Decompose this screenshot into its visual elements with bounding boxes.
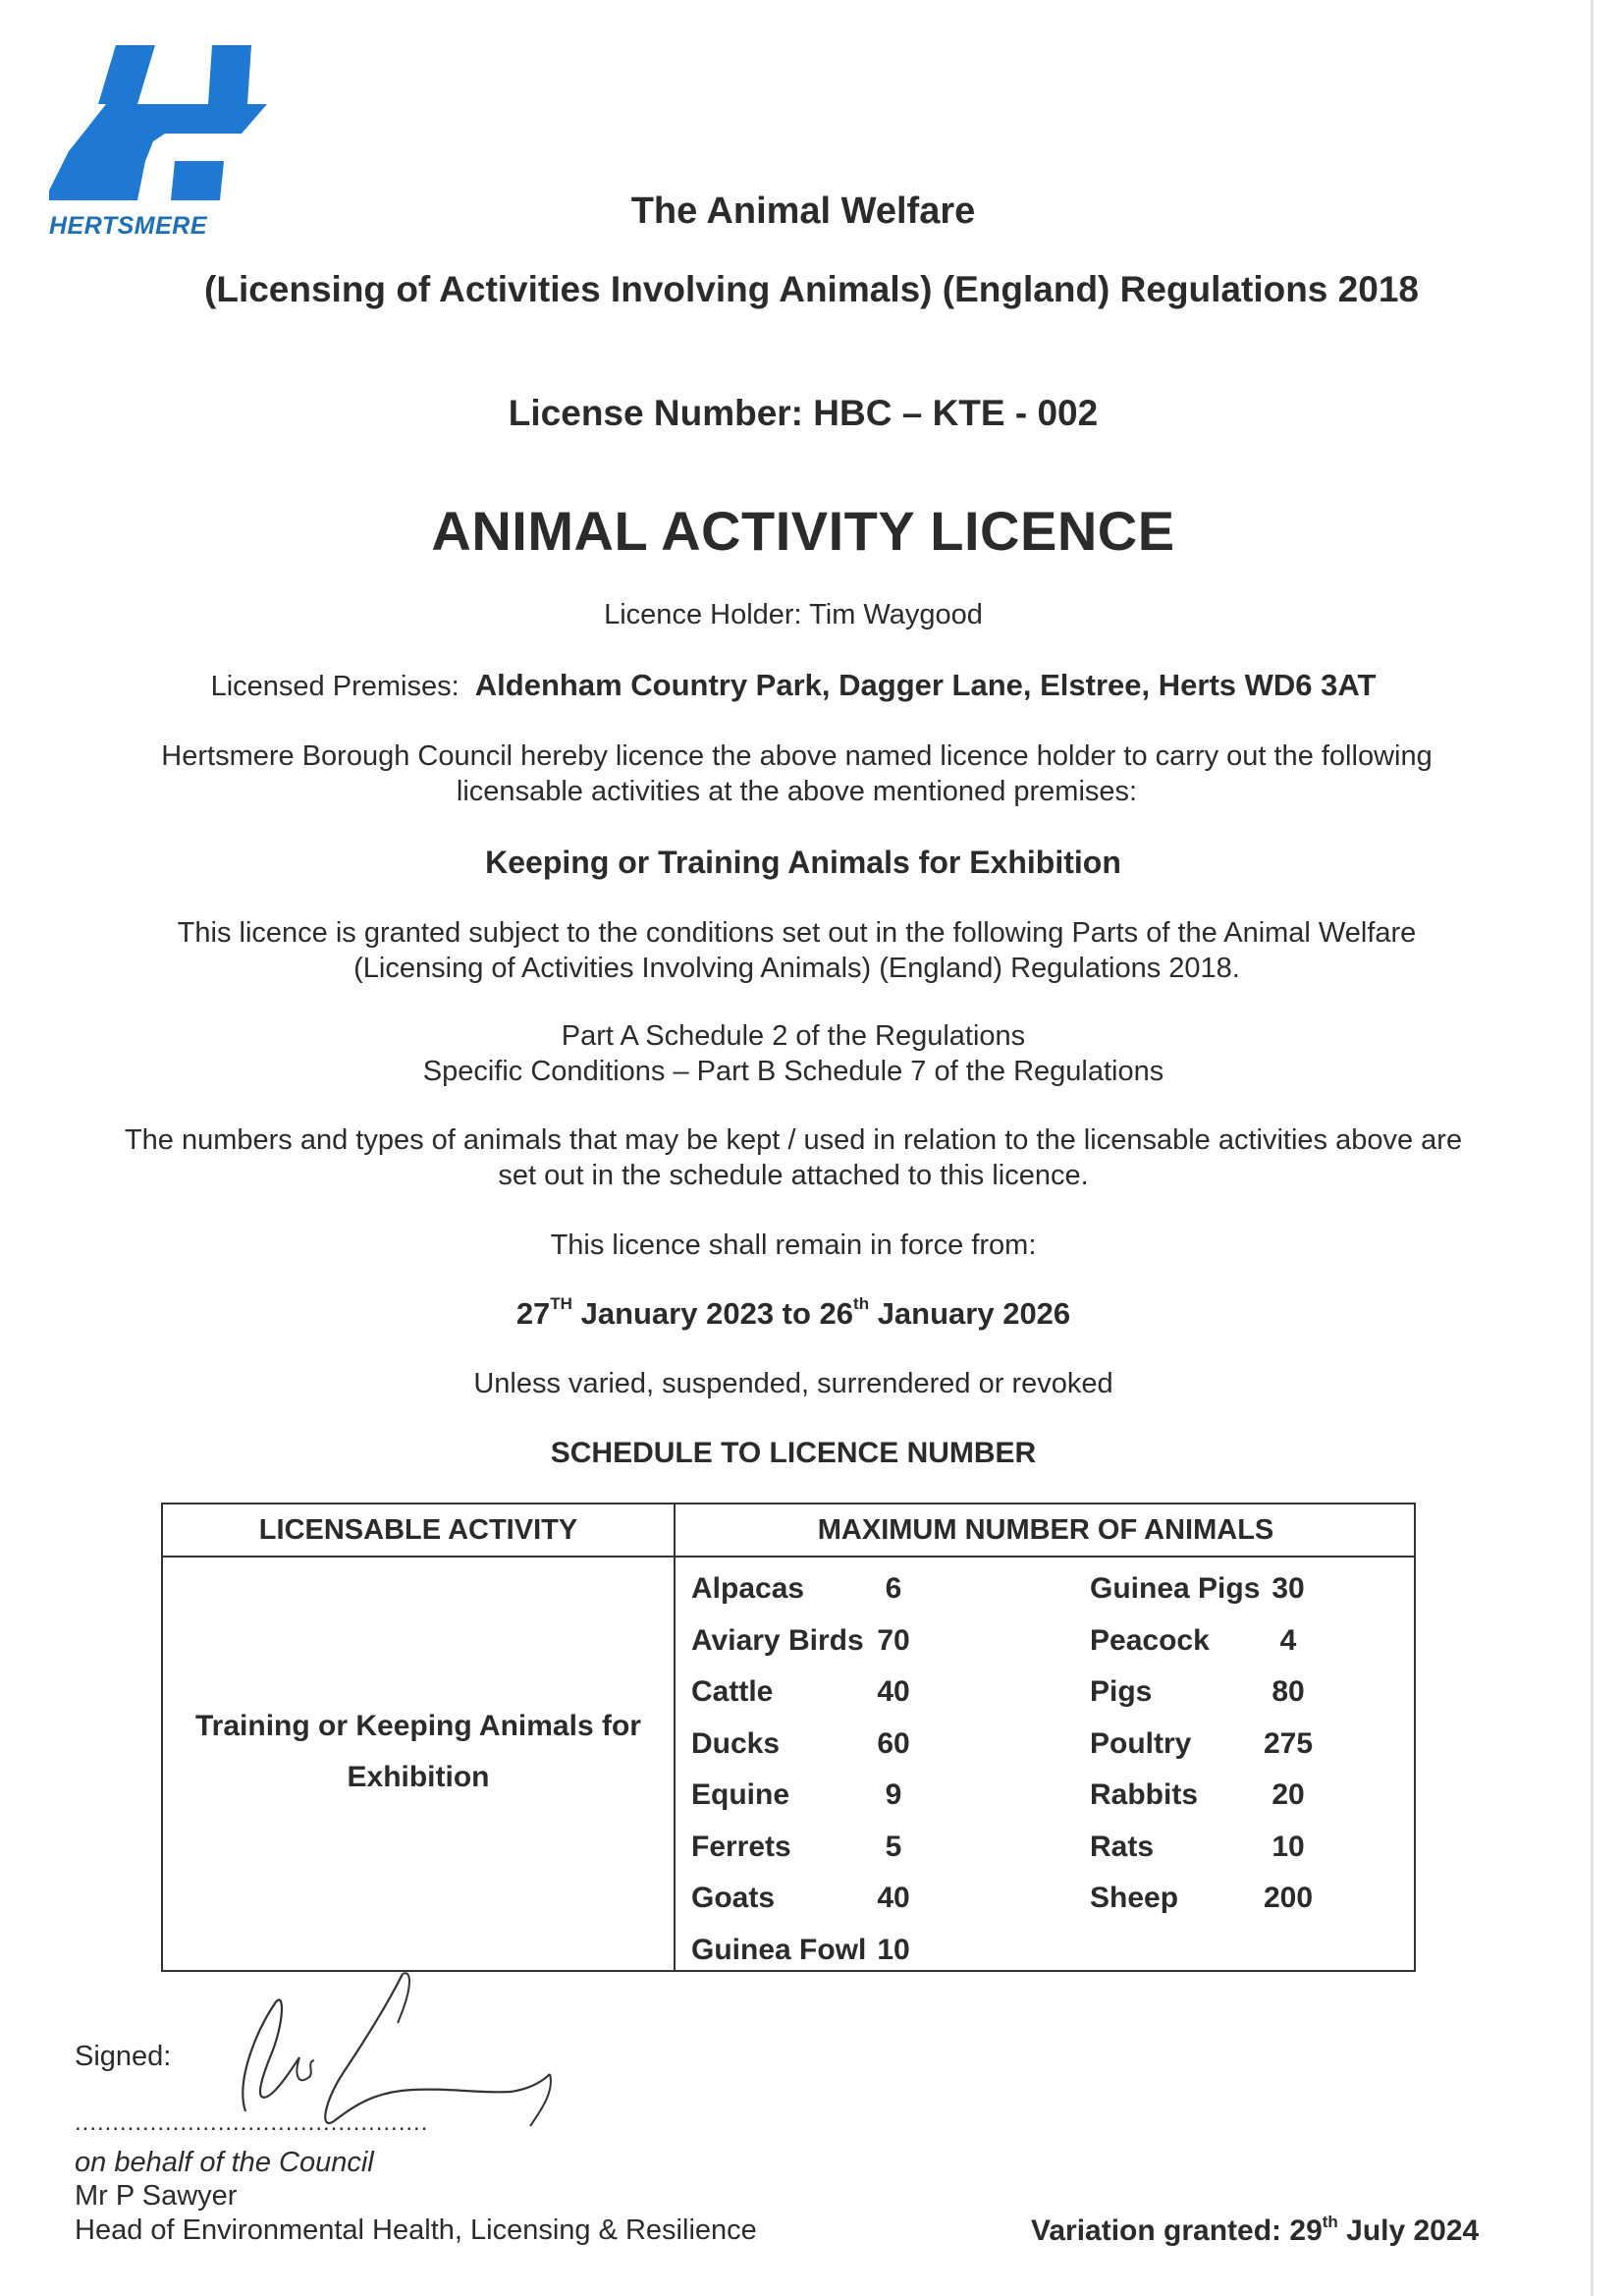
animal-row bbox=[691, 1931, 1084, 1970]
title-line-1: The Animal Welfare bbox=[630, 191, 976, 232]
activity-cell-line-2: Exhibition bbox=[347, 1761, 490, 1793]
column-header-activity: LICENSABLE ACTIVITY bbox=[258, 1514, 578, 1546]
part-b: Specific Conditions – Part B Schedule 7 of the Regulations bbox=[422, 1056, 1164, 1087]
animal-count: 80 bbox=[1271, 1675, 1305, 1708]
animal-count: 200 bbox=[1263, 1882, 1314, 1914]
animal-count: 9 bbox=[885, 1778, 902, 1811]
table-header-divider bbox=[163, 1556, 1414, 1558]
variation-granted bbox=[1031, 2214, 1479, 2248]
part-a: Part A Schedule 2 of the Regulations bbox=[561, 1020, 1026, 1052]
animal-count: 10 bbox=[1271, 1830, 1305, 1863]
animal-count: 5 bbox=[885, 1830, 902, 1863]
unless-text: Unless varied, suspended, surrendered or revoked bbox=[473, 1368, 1113, 1399]
officer-name: Mr P Sawyer bbox=[75, 2180, 238, 2212]
animal-name: Rats bbox=[1090, 1830, 1155, 1863]
intro-line-2: licensable activities at the above mentioned premises: bbox=[456, 776, 1138, 807]
animal-row bbox=[691, 1621, 1084, 1661]
variation-rest: July 2024 bbox=[1337, 2214, 1480, 2247]
animal-row bbox=[691, 1776, 1084, 1815]
conditions-line-2: (Licensing of Activities Involving Animals) (England) Regulations 2018. bbox=[353, 953, 1240, 984]
premises-label: Licensed Premises: bbox=[210, 671, 460, 702]
animal-name: Sheep bbox=[1090, 1882, 1179, 1914]
license-number: License Number: HBC – KTE - 002 bbox=[508, 393, 1099, 433]
licence-holder: Licence Holder: Tim Waygood bbox=[604, 599, 983, 630]
start-day: 27 bbox=[515, 1296, 551, 1331]
animal-count: 40 bbox=[877, 1675, 910, 1708]
intro-line-1: Hertsmere Borough Council hereby licence the above named licence holder to carry out the following bbox=[161, 740, 1433, 772]
end-sup: th bbox=[853, 1294, 870, 1313]
licence-dates bbox=[0, 1296, 1587, 1332]
animal-row bbox=[1090, 1724, 1483, 1764]
title-line-2: (Licensing of Activities Involving Animals) (England) Regulations 2018 bbox=[204, 269, 1419, 309]
animal-name: Pigs bbox=[1090, 1675, 1153, 1708]
schedule-title: SCHEDULE TO LICENCE NUMBER bbox=[550, 1437, 1037, 1469]
animal-name: Poultry bbox=[1090, 1726, 1192, 1760]
page-title: ANIMAL ACTIVITY LICENCE bbox=[431, 500, 1175, 562]
intro-paragraph bbox=[0, 738, 1594, 809]
animal-row bbox=[691, 1724, 1084, 1764]
numbers-line-1: The numbers and types of animals that may be kept / used in relation to the licensable activities above are bbox=[124, 1124, 1463, 1156]
on-behalf-text: on behalf of the Council bbox=[75, 2147, 374, 2178]
numbers-line-2: set out in the schedule attached to this licence. bbox=[498, 1160, 1089, 1191]
variation-label: Variation granted: 29 bbox=[1031, 2214, 1323, 2247]
animal-name: Equine bbox=[691, 1778, 790, 1811]
variation-sup: th bbox=[1322, 2213, 1338, 2231]
animal-row bbox=[1090, 1569, 1483, 1609]
in-force-text: This licence shall remain in force from: bbox=[550, 1230, 1037, 1261]
animal-name: Cattle bbox=[691, 1675, 774, 1708]
animal-row bbox=[691, 1879, 1084, 1918]
conditions-parts bbox=[0, 1018, 1587, 1089]
animal-name: Ducks bbox=[691, 1726, 781, 1760]
numbers-paragraph bbox=[0, 1122, 1587, 1193]
animal-count: 6 bbox=[885, 1572, 902, 1605]
end-rest: January 2026 bbox=[869, 1296, 1071, 1331]
licensed-activity: Keeping or Training Animals for Exhibition bbox=[485, 845, 1121, 880]
conditions-line-1: This licence is granted subject to the conditions set out in the following Parts of the Animal Welfare bbox=[177, 917, 1417, 949]
animal-name: Alpacas bbox=[691, 1572, 805, 1605]
animal-name: Peacock bbox=[1090, 1623, 1210, 1657]
logo-text: HERTSMERE bbox=[49, 212, 208, 240]
animal-count: 4 bbox=[1279, 1623, 1297, 1657]
animal-count: 275 bbox=[1263, 1726, 1314, 1760]
schedule-table bbox=[161, 1503, 1416, 1972]
animal-row bbox=[1090, 1828, 1483, 1867]
activity-cell bbox=[163, 1701, 674, 1803]
animal-name: Rabbits bbox=[1090, 1778, 1199, 1811]
animal-name: Aviary Birds bbox=[691, 1623, 864, 1657]
conditions-paragraph bbox=[0, 915, 1594, 986]
premises-value: Aldenham Country Park, Dagger Lane, Elstree, Herts WD6 3AT bbox=[474, 668, 1377, 702]
animal-row bbox=[691, 1672, 1084, 1712]
animal-row bbox=[691, 1569, 1084, 1609]
animal-row bbox=[1090, 1776, 1483, 1815]
animal-count: 30 bbox=[1271, 1572, 1305, 1605]
animal-row bbox=[1090, 1621, 1483, 1661]
activity-cell-line-1: Training or Keeping Animals for bbox=[195, 1710, 641, 1742]
animal-count: 40 bbox=[877, 1882, 910, 1914]
page-edge bbox=[1591, 0, 1594, 2296]
animal-count: 10 bbox=[877, 1933, 910, 1966]
table-column-divider bbox=[674, 1504, 676, 1970]
animal-row bbox=[691, 1828, 1084, 1867]
animal-name: Guinea Fowl bbox=[691, 1933, 867, 1966]
animal-count: 20 bbox=[1271, 1778, 1305, 1811]
animal-name: Ferrets bbox=[691, 1830, 791, 1863]
signed-label: Signed: bbox=[75, 2041, 172, 2072]
animal-row bbox=[1090, 1879, 1483, 1918]
animal-name: Goats bbox=[691, 1882, 776, 1914]
animal-count: 60 bbox=[877, 1726, 910, 1760]
animal-name: Guinea Pigs bbox=[1090, 1572, 1261, 1605]
licensed-premises bbox=[0, 668, 1587, 703]
signature-line: ............................................... bbox=[75, 2109, 429, 2136]
officer-role: Head of Environmental Health, Licensing & Resilience bbox=[75, 2214, 757, 2246]
start-sup: TH bbox=[550, 1294, 572, 1313]
start-rest: January 2023 to 26 bbox=[571, 1296, 854, 1331]
animal-row bbox=[1090, 1672, 1483, 1712]
animal-count: 70 bbox=[877, 1623, 910, 1657]
column-header-max-animals: MAXIMUM NUMBER OF ANIMALS bbox=[817, 1514, 1274, 1546]
